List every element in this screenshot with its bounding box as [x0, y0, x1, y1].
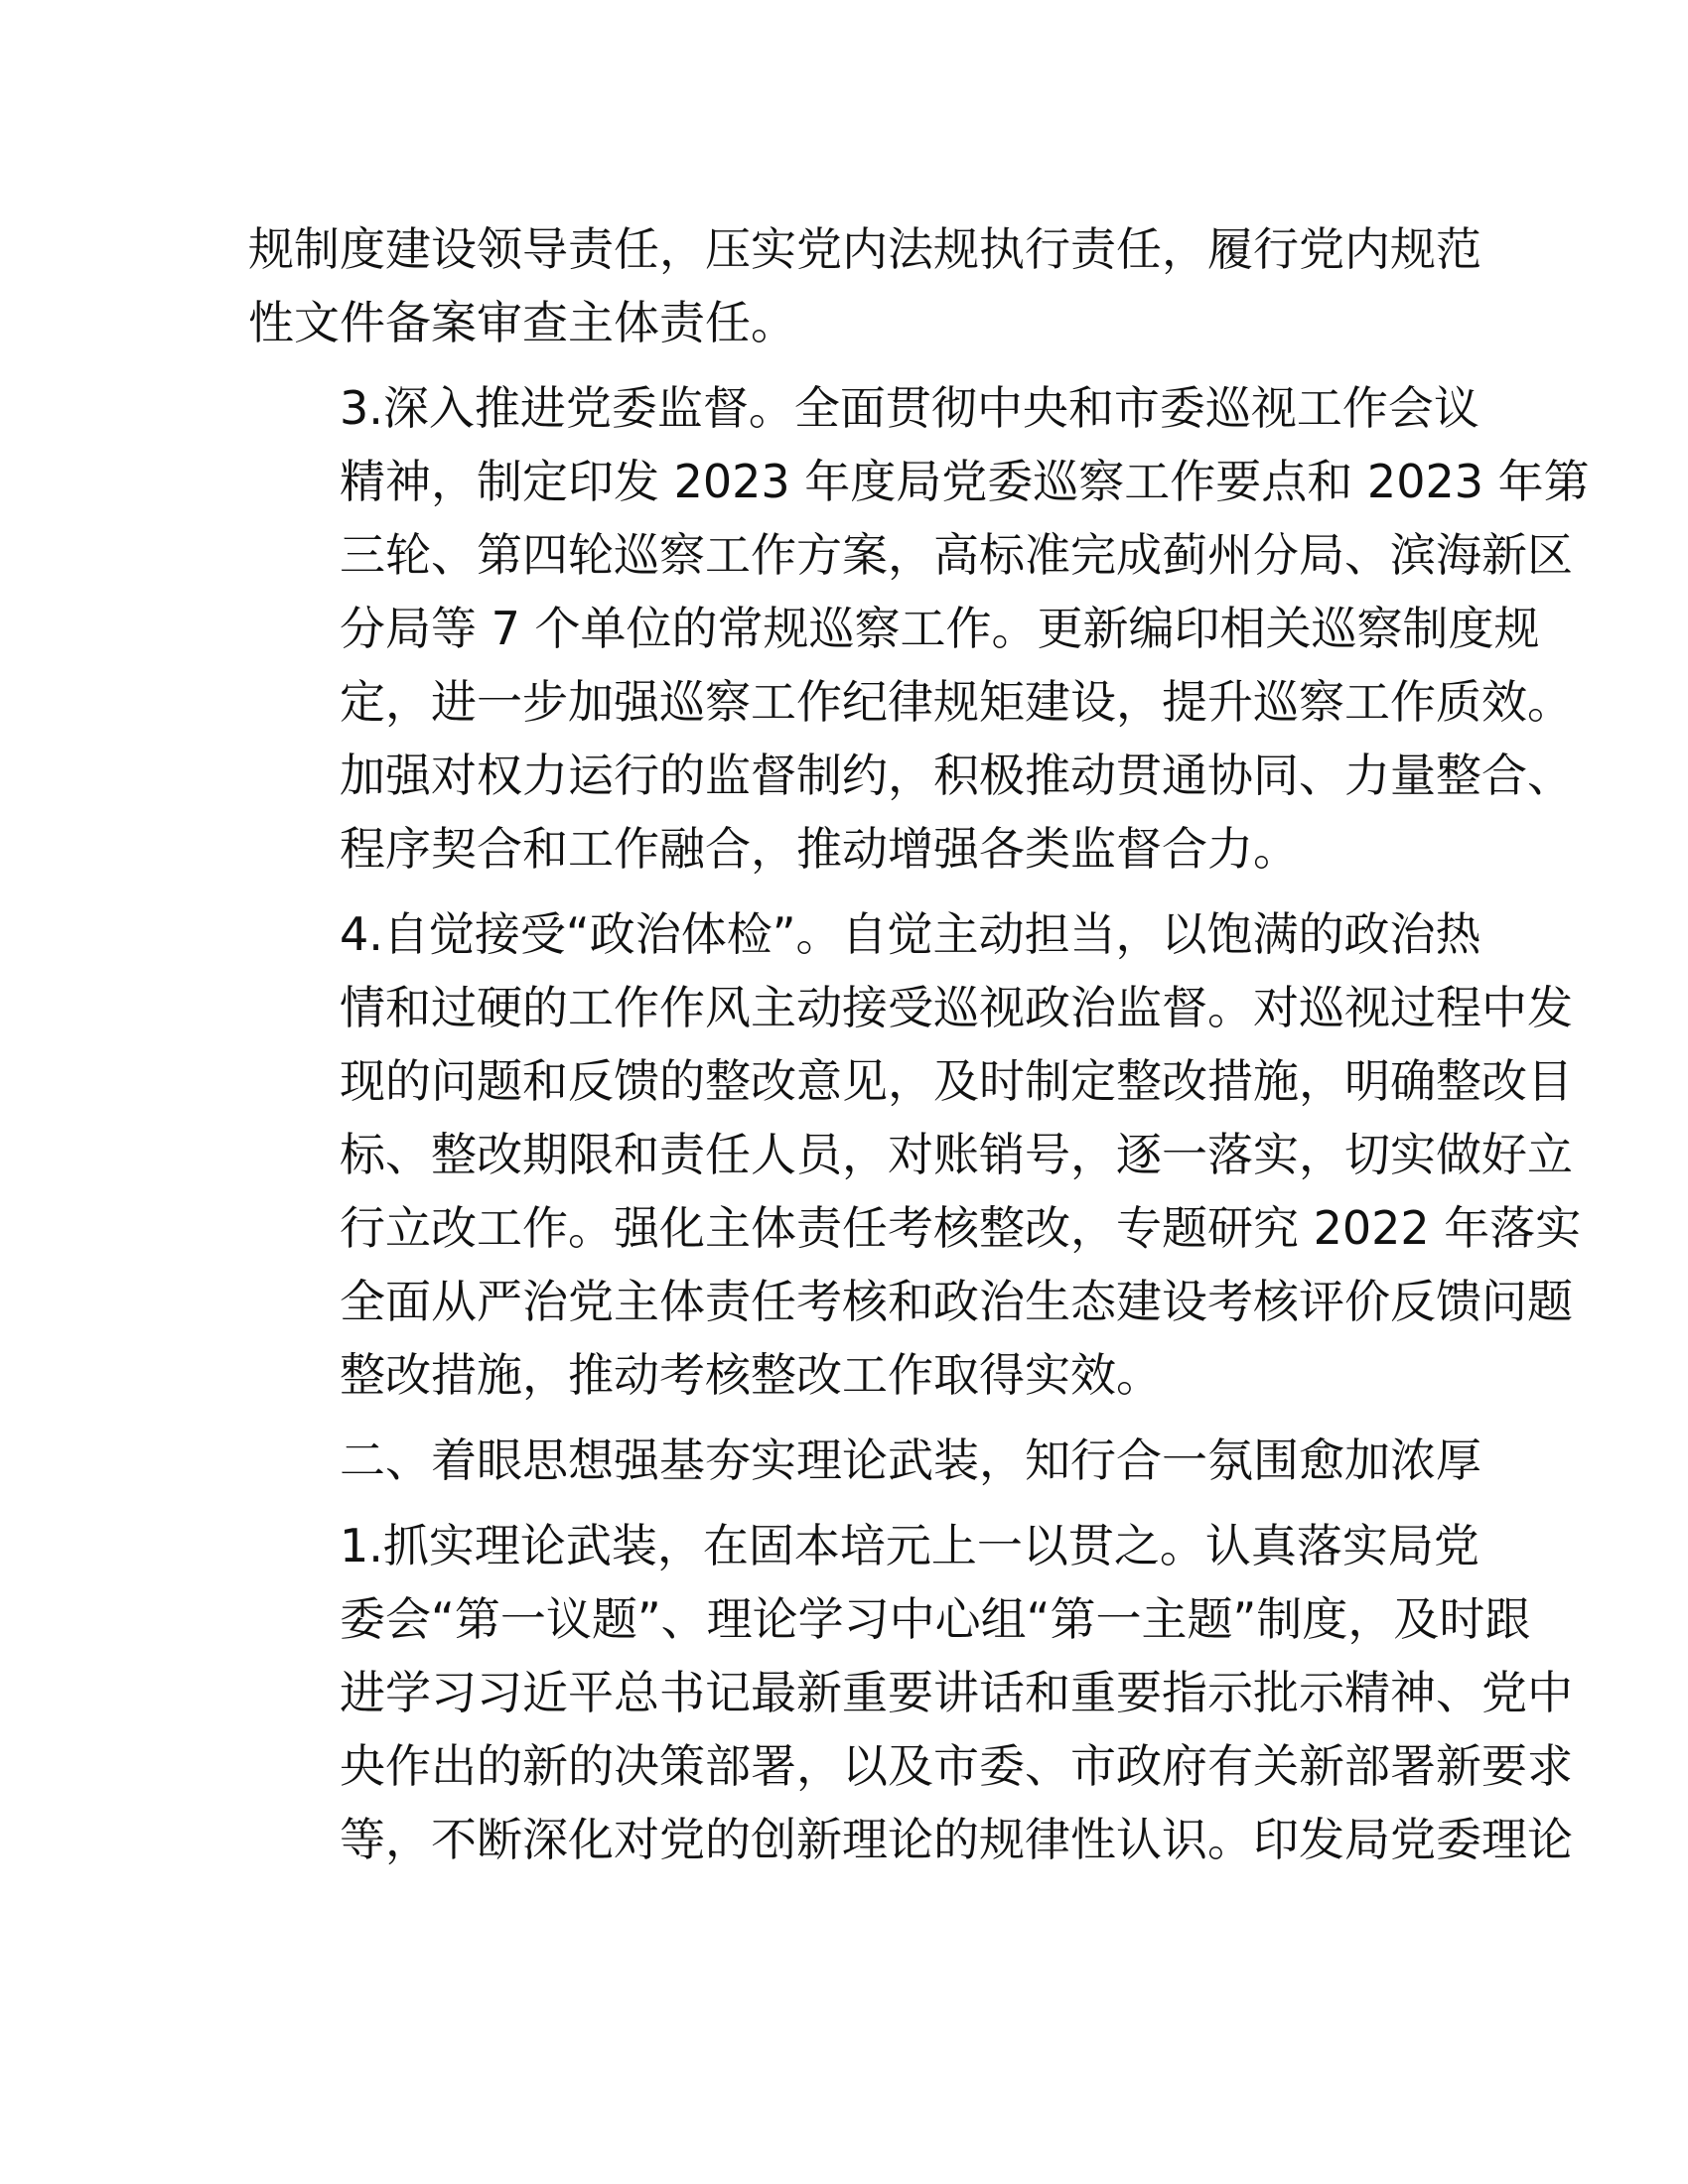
text-line: 进学习习近平总书记最新重要讲话和重要指示批示精神、党中 [340, 1666, 1573, 1719]
text-line: 规制度建设领导责任，压实党内法规执行责任，履行党内规范 [248, 222, 1481, 276]
paragraph-theory-armament [248, 1509, 1573, 1876]
text-line: 1.抓实理论武装，在固本培元上一以贯之。认真落实局党 [340, 1519, 1479, 1572]
text-line: 整改措施，推动考核整改工作取得实效。 [340, 1348, 1162, 1402]
section-heading-two [248, 1424, 1481, 1497]
text-line: 3.深入推进党委监督。全面贯彻中央和市委巡视工作会议 [340, 381, 1479, 435]
text-line: 加强对权力运行的监督制约，积极推动贯通协同、力量整合、 [340, 749, 1573, 802]
document-body [248, 212, 1590, 1888]
text-line: 三轮、第四轮巡察工作方案，高标准完成蓟州分局、滨海新区 [340, 528, 1573, 582]
text-line: 等，不断深化对党的创新理论的规律性认识。印发局党委理论 [340, 1813, 1573, 1866]
text-line: 二、着眼思想强基夯实理论武装，知行合一氛围愈加浓厚 [340, 1433, 1481, 1487]
text-line: 行立改工作。强化主体责任考核整改，专题研究 2022 年落实 [340, 1201, 1582, 1255]
text-line: 现的问题和反馈的整改意见，及时制定整改措施，明确整改目 [340, 1054, 1573, 1108]
paragraph-party-supervision [248, 371, 1590, 886]
text-line: 央作出的新的决策部署，以及市委、市政府有关新部署新要求 [340, 1739, 1573, 1793]
text-line: 分局等 7 个单位的常规巡察工作。更新编印相关巡察制度规 [340, 602, 1540, 655]
text-line: 情和过硬的工作作风主动接受巡视政治监督。对巡视过程中发 [340, 981, 1573, 1034]
text-line: 4.自觉接受“政治体检”。自觉主动担当，以饱满的政治热 [340, 907, 1481, 961]
text-line: 性文件备案审查主体责任。 [248, 296, 796, 349]
text-line: 定，进一步加强巡察工作纪律规矩建设，提升巡察工作质效。 [340, 675, 1573, 729]
paragraph-continuation [248, 212, 1481, 359]
paragraph-political-checkup [248, 897, 1582, 1412]
text-line: 委会“第一议题”、理论学习中心组“第一主题”制度，及时跟 [340, 1592, 1531, 1646]
text-line: 程序契合和工作融合，推动增强各类监督合力。 [340, 822, 1299, 876]
text-line: 标、整改期限和责任人员，对账销号，逐一落实，切实做好立 [340, 1128, 1573, 1181]
text-line: 精神，制定印发 2023 年度局党委巡察工作要点和 2023 年第 [340, 455, 1590, 508]
text-line: 全面从严治党主体责任考核和政治生态建设考核评价反馈问题 [340, 1275, 1573, 1328]
